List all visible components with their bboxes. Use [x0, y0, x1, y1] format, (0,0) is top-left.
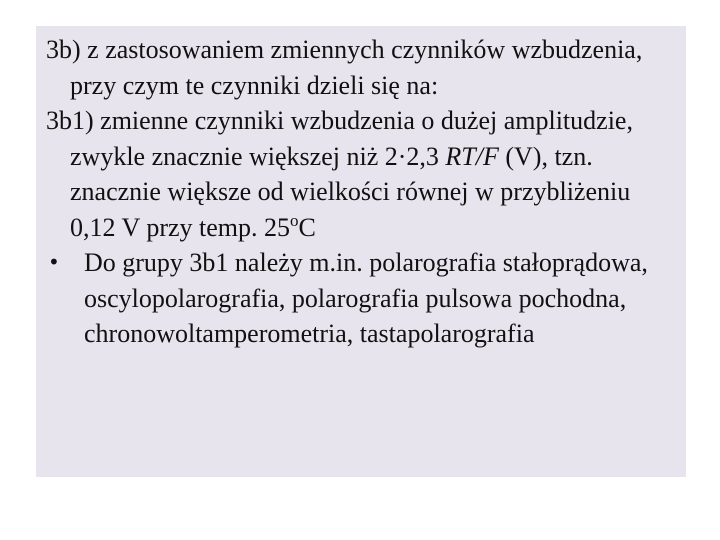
- paragraph-3b1-text-mid: 2,3: [406, 141, 446, 171]
- paragraph-3b1-text-start: 3b1) zmienne czynniki wzbudzenia o dużej amplitudzie, zwykle znacznie większej niż 2: [46, 106, 633, 171]
- paragraph-3b1: [46, 103, 676, 245]
- bullet-paragraph-text: Do grupy 3b1 należy m.in. polarografia stałoprądowa, oscylopolarografia, polarografia pulsowa pochodna, chronowoltamperometria, tastapolarografia: [84, 248, 648, 348]
- bullet-paragraph: [46, 245, 676, 352]
- formula-rt-f: RT/F: [445, 141, 499, 171]
- content-text-box: [36, 26, 686, 477]
- degree-superscript: o: [290, 210, 299, 230]
- paragraph-3b: 3b) z zastosowaniem zmiennych czynników wzbudzenia, przy czym te czynniki dzieli się na:: [46, 35, 643, 100]
- paragraph-3b1-text-after: (V), tzn. znacznie większe od wielkości równej w przybliżeniu 0,12 V przy temp. 25: [70, 141, 631, 242]
- multiplication-dot: ·: [397, 141, 407, 171]
- bullet-icon: •: [48, 250, 60, 274]
- celsius-unit: C: [298, 212, 316, 242]
